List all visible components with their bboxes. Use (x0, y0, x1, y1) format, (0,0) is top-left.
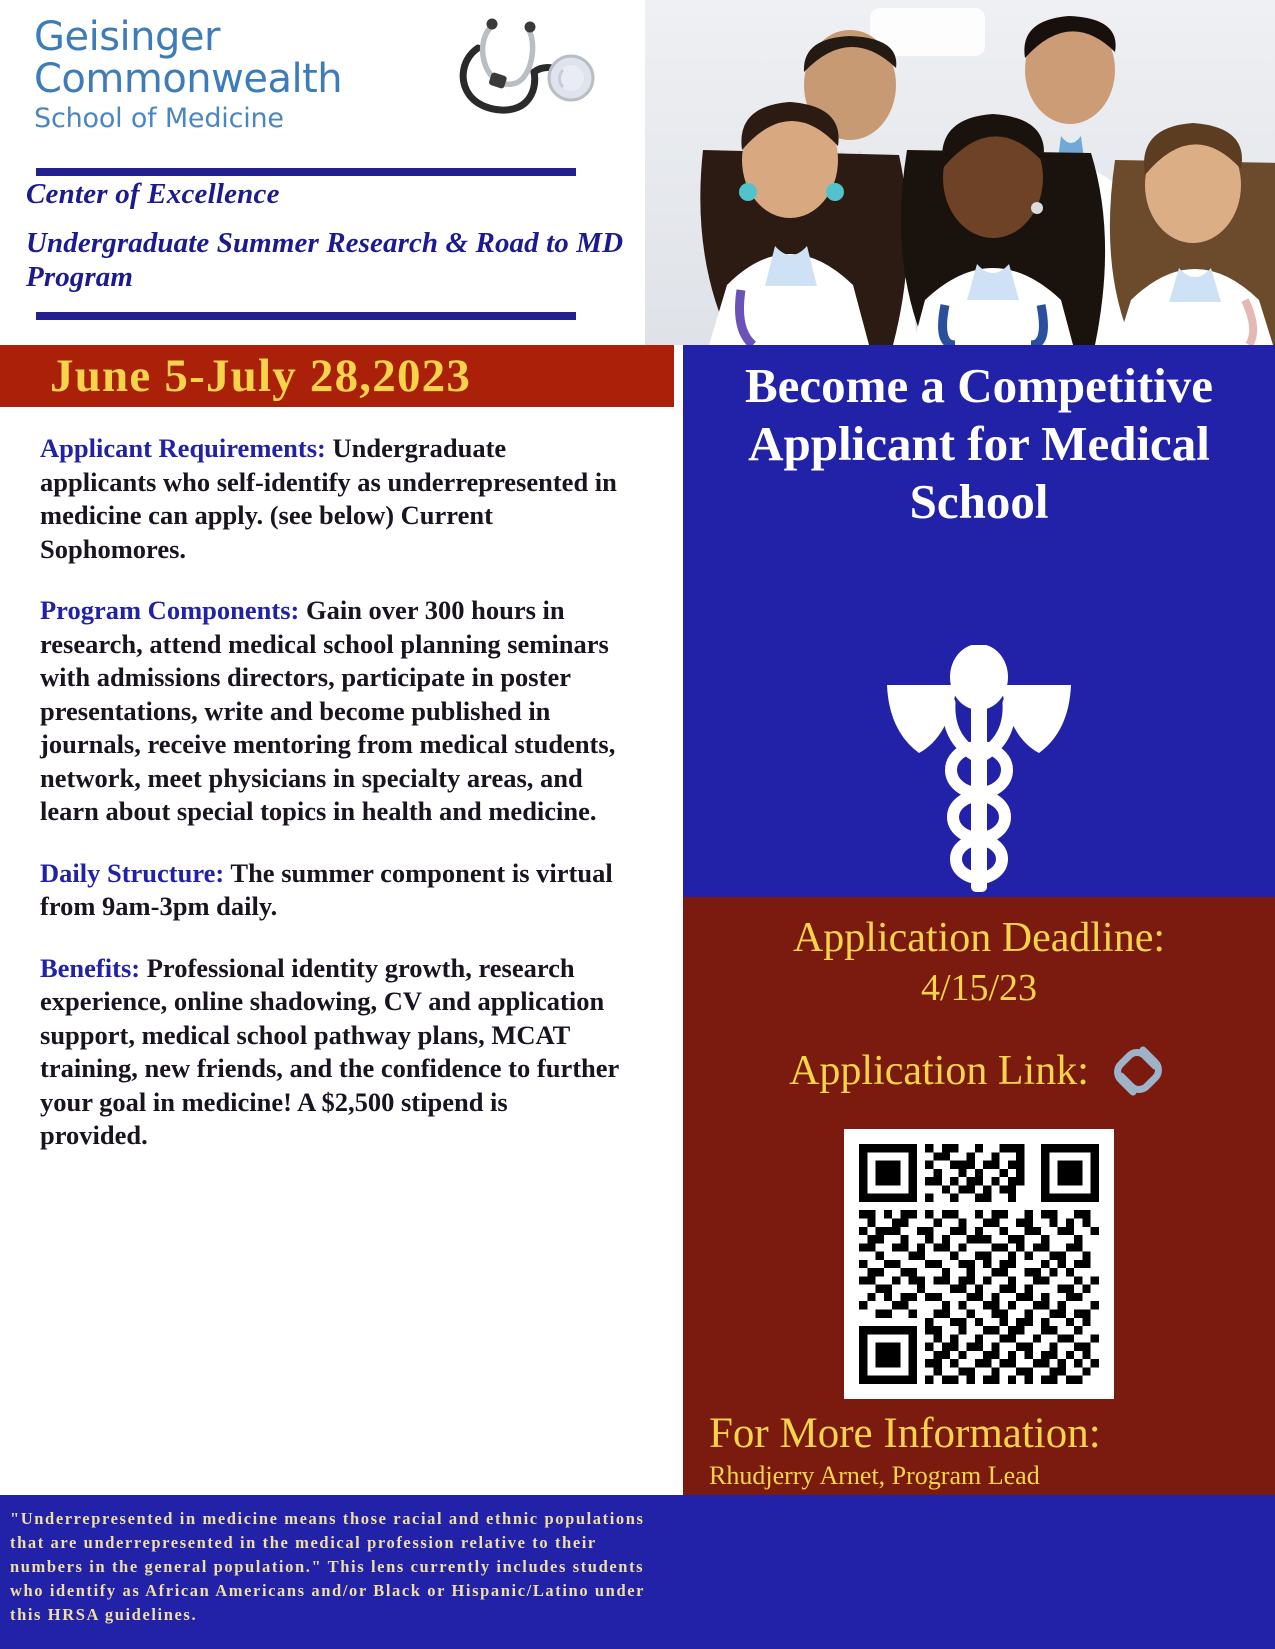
applicant-requirements-label: Applicant Requirements: (40, 433, 326, 463)
geisinger-logo (34, 16, 404, 136)
program-components-text: Gain over 300 hours in research, attend medical school planning seminars with admissions directors, participate in poster presentations, write and become published in journals, receive mentoring from medical students, network, meet physicians in specialty areas, and learn about special topics in health and medicine. (40, 595, 616, 826)
footnote-banner (0, 1495, 683, 1649)
medical-students-photo (645, 0, 1275, 345)
contact-name: Rhudjerry Arnet, Program Lead (709, 1461, 1040, 1490)
application-link-label: Application Link: (789, 1048, 1089, 1094)
logo-line-school-of-medicine: School of Medicine (34, 103, 284, 134)
program-heading-block (26, 176, 626, 294)
applicant-requirements-text: Undergraduate applicants who self-identify as underrepresented in medicine can apply. (see below) Current Sophomores. (40, 433, 617, 564)
program-components-paragraph (40, 594, 620, 829)
main-headline: Become a Competitive Applicant for Medical School (744, 358, 1214, 529)
footnote-text: "Underrepresented in medicine means those racial and ethnic populations that are underrepresented in the medical profession relative to their numbers in the general population." This lens currently includes students who identify as African Americans and/or Black or Hispanic/Latino under this HRSA guidelines. (10, 1509, 645, 1624)
program-components-label: Program Components: (40, 595, 300, 625)
stethoscope-icon (430, 8, 605, 148)
deadline-date: 4/15/23 (920, 967, 1038, 1009)
chain-link-icon[interactable] (1107, 1040, 1169, 1102)
more-information-title: For More Information: (709, 1410, 1101, 1457)
brand-header (0, 0, 683, 345)
daily-structure-label: Daily Structure: (40, 857, 225, 888)
center-of-excellence-title: Center of Excellence (26, 178, 280, 210)
application-panel (683, 897, 1275, 1545)
qr-code[interactable] (844, 1129, 1114, 1399)
logo-line-geisinger: Geisinger (34, 14, 220, 60)
program-title: Undergraduate Summer Research & Road to MD Program (26, 227, 624, 293)
date-banner (0, 345, 674, 407)
benefits-label: Benefits: (40, 952, 141, 983)
application-link-row[interactable] (683, 1040, 1275, 1102)
daily-structure-text: The summer component is virtual from 9am-3pm daily. (40, 857, 613, 921)
divider-top (36, 168, 576, 176)
divider-bottom (36, 312, 576, 320)
caduceus-icon (879, 645, 1079, 895)
daily-structure-paragraph (40, 857, 620, 924)
logo-line-commonwealth: Commonwealth (34, 56, 343, 102)
right-column (645, 0, 1275, 1649)
program-dates: June 5-July 28,2023 (50, 350, 472, 402)
right-footer-band (645, 1495, 1275, 1649)
benefits-paragraph (40, 952, 620, 1153)
headline-panel (683, 345, 1275, 897)
applicant-requirements-paragraph (40, 432, 620, 566)
program-details (40, 432, 620, 1181)
deadline-label: Application Deadline: (792, 915, 1166, 961)
benefits-text: Professional identity growth, research experience, online shadowing, CV and application support, medical school pathway plans, MCAT training, new friends, and the confidence to further your goal in medicine! A $2,500 stipend is provided. (40, 952, 619, 1150)
